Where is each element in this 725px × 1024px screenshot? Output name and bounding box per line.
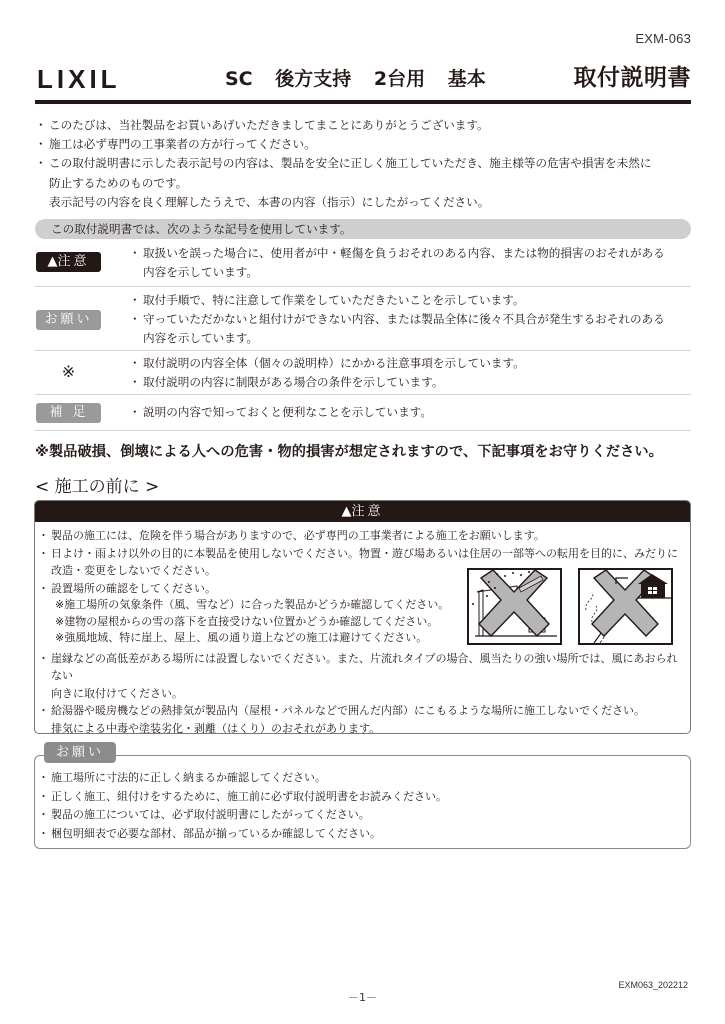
- intro-item: ・ この取付説明書に示した表示記号の内容は、製品を安全に正しく施工していただき、施主様等の危害や損害を未然に: [37, 154, 697, 173]
- caution-item-continued: 排気による中毒や塗装劣化・剥離（はくり）のおそれがあります。: [51, 721, 381, 734]
- caution-badge: ▲注意: [36, 252, 101, 272]
- warning-triangle-icon: ▲: [47, 254, 58, 269]
- request-item: ・ 製品の施工については、必ず取付説明書にしたがってください。: [41, 806, 447, 825]
- caution-item-continued: 改造・変更をしないでください。: [51, 564, 216, 577]
- product-variant: 基本: [447, 68, 486, 90]
- legend-description-continued: 内容を示しています。: [143, 265, 259, 280]
- legend-description-continued: 内容を示しています。: [143, 331, 259, 346]
- product-series: SC: [225, 68, 253, 90]
- request-panel-tab: お願い: [44, 742, 116, 763]
- document-code: EXM-063: [635, 31, 691, 46]
- header-divider: [35, 100, 691, 104]
- caution-item: ・ 日よけ・雨よけ以外の目的に本製品を使用しないでください。物置・遊び場あるいは住居の一部等への転用を目的に、みだりに: [41, 545, 684, 563]
- product-title: [225, 66, 502, 92]
- request-item: ・ 正しく施工、組付けをするために、施工前に必ず取付説明書をお読みください。: [41, 788, 447, 807]
- intro-item: ・ このたびは、当社製品をお買いあげいただきましてまことにありがとうございます。: [37, 116, 697, 135]
- intro-item: ・ 施工は必ず専門の工事業者の方が行ってください。: [37, 135, 697, 154]
- section-title-before-installation: < 施工の前に >: [35, 477, 160, 497]
- prohibited-x-icon: [469, 570, 560, 643]
- safety-warning-note: ※製品破損、倒壊による人への危害・物的損害が想定されますので、下記事項をお守りください。: [35, 444, 663, 460]
- product-support-type: 後方支持: [275, 68, 352, 90]
- caution-item: ・ 給湯器や暖房機などの熱排気が製品内（屋根・パネルなどで囲んだ内部）にこもるような場所に施工しないでください。: [41, 702, 684, 720]
- caution-panel-header: ▲注意: [35, 501, 690, 522]
- caution-item: ・ 崖縁などの高低差がある場所には設置しないでください。また、片流れタイプの場合、風当たりの強い場所では、風にあおられない: [41, 650, 684, 685]
- legend-row-note: [35, 351, 691, 395]
- request-badge: お願い: [36, 310, 101, 330]
- request-item: ・ 梱包明細表で必要な部材、部品が揃っているか確認してください。: [41, 825, 447, 844]
- intro-list: [37, 116, 697, 212]
- legend-row-supplement: [35, 395, 691, 431]
- revision-code: EXM063_202212: [618, 980, 688, 990]
- caution-item-continued: 向きに取付けてください。: [51, 686, 183, 700]
- request-item: ・ 施工場所に寸法的に正しく納まるか確認してください。: [41, 769, 447, 788]
- brand-logo: LIXIL: [37, 64, 121, 94]
- page-number: －1－: [348, 991, 377, 1004]
- intro-item-continued: 表示記号の内容を良く理解したうえで、本書の内容（指示）にしたがってください。: [49, 194, 490, 209]
- legend-row-request: [35, 287, 691, 351]
- caution-sub-item: ※強風地域、特に崖上、屋上、風の通り道上などの施工は避けてください。: [55, 631, 428, 644]
- request-panel: [34, 755, 691, 849]
- caution-panel: [34, 500, 691, 734]
- product-capacity: 2台用: [373, 68, 426, 90]
- legend-description: ・ 守っていただかないと組付けができない内容、または製品全体に後々不具合が発生するおそれのある: [131, 310, 691, 329]
- caution-item: ・ 製品の施工には、危険を伴う場合がありますので、必ず専門の工事業者による施工をお願いします。: [41, 527, 684, 545]
- note-reference-mark: ※: [61, 362, 76, 381]
- caution-item: ・ 設置場所の確認をしてください。: [41, 580, 461, 598]
- snow-fall-prohibited-illustration: [467, 568, 562, 645]
- legend-description: ・ 取付説明の内容に制限がある場合の条件を示しています。: [131, 373, 691, 392]
- caution-sub-item: ※建物の屋根からの雪の落下を直接受けない位置かどうか確認してください。: [55, 614, 439, 628]
- legend-description: ・ 取付説明の内容全体（個々の説明枠）にかかる注意事項を示しています。: [131, 354, 691, 373]
- supplement-badge: 補足: [36, 403, 101, 423]
- prohibited-x-icon: [580, 570, 671, 643]
- legend-row-caution: [35, 241, 691, 287]
- legend-description: ・ 取扱いを誤った場合に、使用者が中・軽傷を負うおそれのある内容、または物的損害のおそれがある: [131, 244, 691, 263]
- caution-sub-item: ※施工場所の気象条件（風、雪など）に合った製品かどうか確認してください。: [55, 598, 450, 611]
- intro-item-continued: 防止するためのものです。: [49, 175, 188, 190]
- document-type-title: 取付説明書: [573, 65, 691, 91]
- legend-description: ・ 取付手順で、特に注意して作業をしていただきたいことを示しています。: [131, 291, 691, 310]
- warning-triangle-icon: ▲: [341, 504, 352, 519]
- symbol-legend-header: この取付説明書では、次のような記号を使用しています。: [35, 219, 691, 239]
- legend-description: ・ 説明の内容で知っておくと便利なことを示しています。: [131, 403, 691, 422]
- cliff-wind-prohibited-illustration: [578, 568, 673, 645]
